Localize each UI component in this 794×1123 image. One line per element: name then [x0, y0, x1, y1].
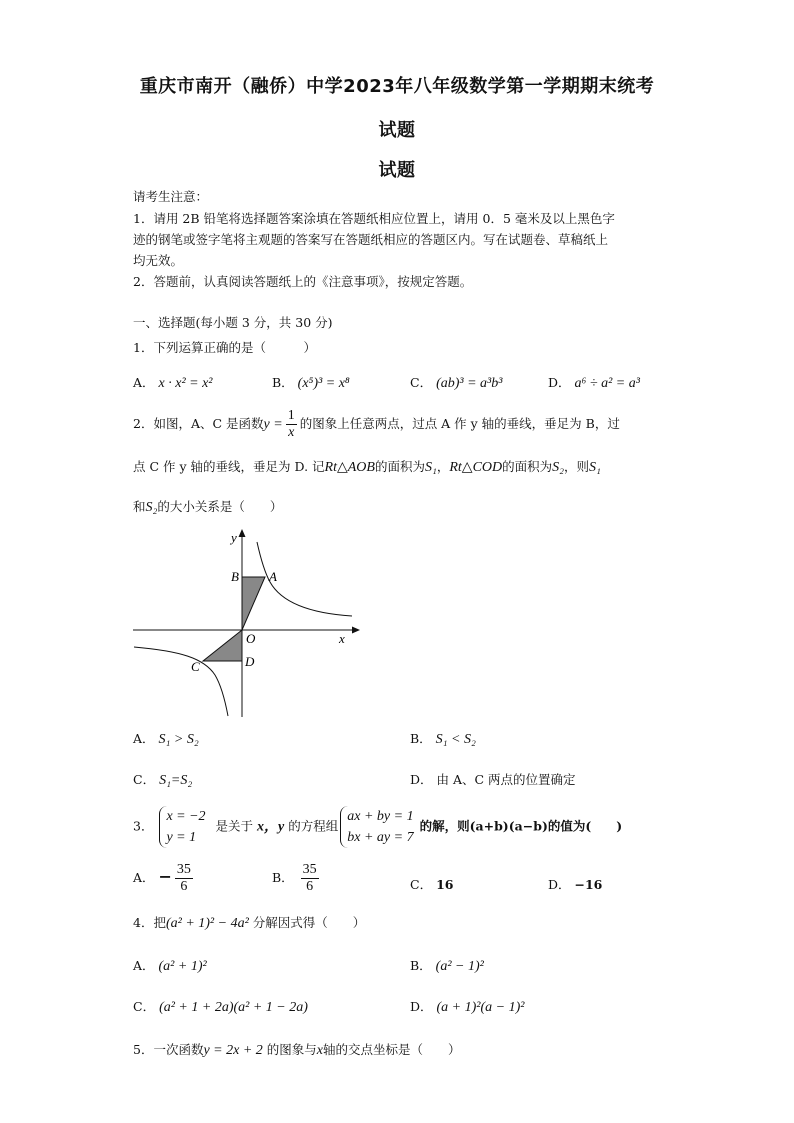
notice-item-1: 1．请用 2B 铅笔将选择题答案涂填在答题纸相应位置上，请用 0．5 毫米及以上黑色字 [133, 211, 615, 226]
q4-option-b: B． (a² − 1)² [410, 958, 484, 974]
label-y: y [231, 530, 237, 545]
notice-heading: 请考生注意： [133, 189, 209, 204]
question-3-stem: 3． x = −2 y = 1 是关于 x，y 的方程组 ax + by = 1 bx + ay = 7 的解，则(a+b)(a−b)的值为( ) [133, 806, 622, 848]
exam-subtitle-repeat: 试题 [378, 160, 416, 181]
y-axis-arrow [239, 529, 246, 537]
q4-option-c: C． (a² + 1 + 2a)(a² + 1 − 2a) [133, 999, 308, 1015]
label-x: x [339, 631, 345, 646]
triangle-COD [203, 630, 242, 661]
q4-option-d: D． (a + 1)²(a − 1)² [410, 999, 525, 1015]
exam-subtitle: 试题 [378, 120, 416, 141]
label-O: O [246, 631, 256, 646]
q3-equation-system: ax + by = 1 bx + ay = 7 [340, 806, 417, 848]
q2-option-a: A． S₁ > S₂ [133, 731, 199, 747]
notice-item-1-cont2: 均无效。 [133, 253, 184, 268]
question-2-stem-line3: 和S₂的大小关系是（ ） [133, 499, 283, 515]
q3-option-b: B． $\frac{35}{6}$ [272, 862, 317, 894]
q1-option-a: A． x · x² = x² [133, 375, 213, 391]
question-5-stem: 5．一次函数y = 2x + 2 的图象与x轴的交点坐标是（ ） [133, 1042, 461, 1058]
q1-option-b: B． (x⁵)³ = x⁸ [272, 375, 350, 391]
question-4-stem: 4．把(a² + 1)² − 4a² 分解因式得（ ） [133, 915, 366, 931]
x-axis-arrow [352, 627, 360, 634]
q2-option-c: C． S₁=S₂ [133, 772, 193, 788]
q2-option-b: B． S₁ < S₂ [410, 731, 476, 747]
label-C: C [191, 659, 200, 674]
q3-option-d: D． −16 [548, 877, 603, 892]
label-D: D [245, 654, 255, 669]
label-B: B [231, 569, 239, 584]
section-heading: 一、选择题(每小题 3 分，共 30 分) [133, 315, 333, 330]
q2-fraction: $\frac{1}{x}$ [287, 408, 295, 440]
q1-option-c: C． (ab)³ = a³b³ [410, 375, 503, 391]
question-2-stem-line2: 点 C 作 y 轴的垂线，垂足为 D. 记Rt△AOB的面积为S₁，Rt△COD的面积为S₂，则S₁ [133, 459, 601, 475]
label-A: A [269, 569, 277, 584]
question-1-stem: 1．下列运算正确的是（ ） [133, 340, 316, 355]
notice-item-2: 2．答题前，认真阅读答题纸上的《注意事项》，按规定答题。 [133, 274, 473, 289]
q3-option-a: A． − $\frac{35}{6}$ [133, 862, 191, 894]
q2-option-d: D． 由 A、C 两点的位置确定 [410, 772, 576, 787]
q1-option-d: D． a⁶ ÷ a² = a³ [548, 375, 640, 391]
q4-option-a: A． (a² + 1)² [133, 958, 207, 974]
triangle-AOB [242, 577, 265, 630]
exam-title: 重庆市南开（融侨）中学2023年八年级数学第一学期期末统考 [139, 76, 655, 97]
question-2-stem: 2．如图，A、C 是函数y = $\frac{1}{x}$ 的图象上任意两点，过点 A 作 y 轴的垂线，垂足为 B，过 [133, 408, 620, 440]
notice-item-1-cont: 迹的钢笔或签字笔将主观题的答案写在答题纸相应的答题区内。写在试题卷、草稿纸上 [133, 232, 609, 247]
q3-solution-system: x = −2 y = 1 [159, 806, 209, 848]
q2-hyperbola-figure [130, 525, 360, 720]
q3-option-c: C． 16 [410, 877, 454, 892]
